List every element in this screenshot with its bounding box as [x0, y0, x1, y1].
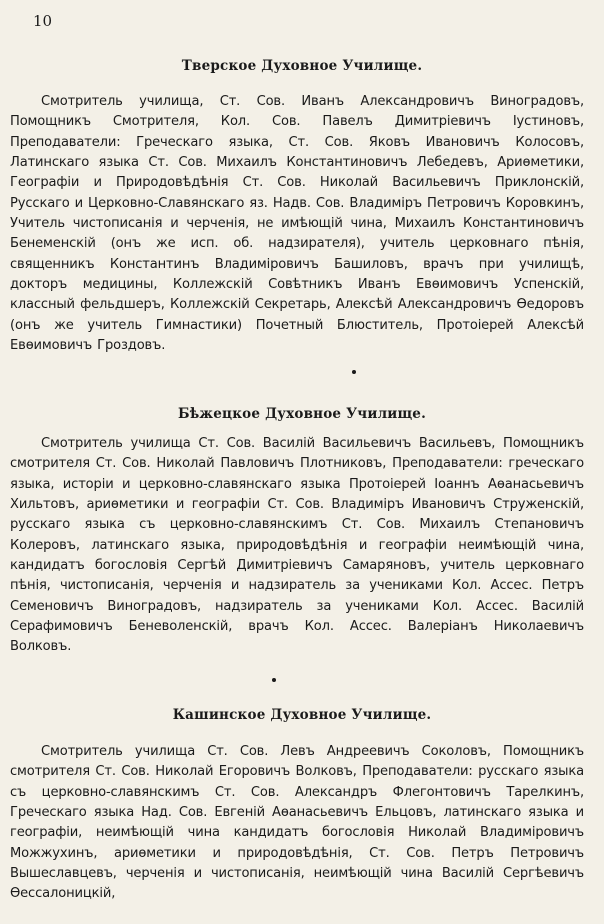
- section-title-tver: Тверское Духовное Училище.: [181, 58, 423, 74]
- section-body-kashin: Смотритель училища Ст. Сов. Левъ Андреевичъ Соколовъ, Помощникъ смотрителя Ст. Сов. Николай Егоровичъ Волковъ, Преподаватели: русскаго языка съ церковно-славянскимъ Ст. Сов. Александръ Флегонтовичъ Тарелкинъ, Греческаго языка Над. Сов. Евгенiй Аѳанасьевичъ Ельцовъ, латинскаго языка и географiи, неимѣющiй чина кандидатъ богословiя Николай Владимiровичъ Можжухинъ, ариѳметики и природовѣдѣнiя, Ст. Сов. Петръ Петровичъ Вышеславцевъ, черченiя и чистописанiя, неимѣющiй чина Василiй Сергѣевичъ Ѳессалоницкiй,: [10, 744, 584, 902]
- ink-speck: [352, 370, 356, 374]
- section-body-bezhetsk: Смотритель училища Ст. Сов. Василiй Васильевичъ Васильевъ, Помощникъ смотрителя Ст. Сов. Николай Павловичъ Плотниковъ, Преподаватели: греческаго языка, исторiи и церковно-славянскаго языка Протоiерей Iоаннъ Аѳанасьевичъ Хильтовъ, ариѳметики и географiи Ст. Сов. Владимiръ Ивановичъ Струженскiй, русскаго языка съ церковно-славянскимъ Ст. Сов. Михаилъ Степановичъ Колеровъ, латинскаго языка, природовѣдѣнiя и географiи неимѣющiй чина, кандидатъ богословiя Сергѣй Димитрiевичъ Самаряновъ, учитель церковнаго пѣнiя, чистописанiя, черченiя и надзиратель за учениками Кол. Ассес. Петръ Семеновичъ Виноградовъ, надзиратель за учениками Кол. Ассес. Василiй Серафимовичъ Беневоленскiй, врачъ Кол. Ассес. Валерiанъ Николаевичъ Волковъ.: [10, 436, 584, 655]
- section-title-kashin: Кашинское Духовное Училище.: [172, 707, 432, 723]
- page-number: 10: [33, 12, 53, 30]
- section-title-bezhetsk: Бѣжецкое Духовное Училище.: [178, 406, 426, 422]
- ink-speck: [272, 678, 276, 682]
- section-body-tver: Смотритель училища, Ст. Сов. Иванъ Александровичъ Виноградовъ, Помощникъ Смотрителя, Кол. Сов. Павелъ Димитрiевичъ Iустиновъ, Преподаватели: Греческаго языка, Ст. Сов. Яковъ Ивановичъ Колосовъ, Латинскаго языка Ст. Сов. Михаилъ Константиновичъ Лебедевъ, Ариѳметики, Географiи и Природовѣдѣнiя Ст. Сов. Николай Васильевичъ Приклонскiй, Русскаго и Церковно-Славянскаго яз. Надв. Сов. Владимiръ Петровичъ Коровкинъ, Учитель чистописанiя и черченiя, не имѣющiй чина, Михаилъ Константиновичъ Бенеменскiй (онъ же исп. об. надзирателя), учитель церковнаго пѣнiя, священникъ Константинъ Владимiровичъ Башиловъ, врачъ при училищѣ, докторъ медицины, Коллежскiй Совѣтникъ Иванъ Евѳимовичъ Успенскiй, классный фельдшеръ, Коллежскiй Секретарь, Алексѣй Александровичъ Ѳедоровъ (онъ же учитель Гимнастики) Почетный Блюститель, Протоiерей Алексѣй Евѳимовичъ Гроздовъ.: [10, 94, 584, 354]
